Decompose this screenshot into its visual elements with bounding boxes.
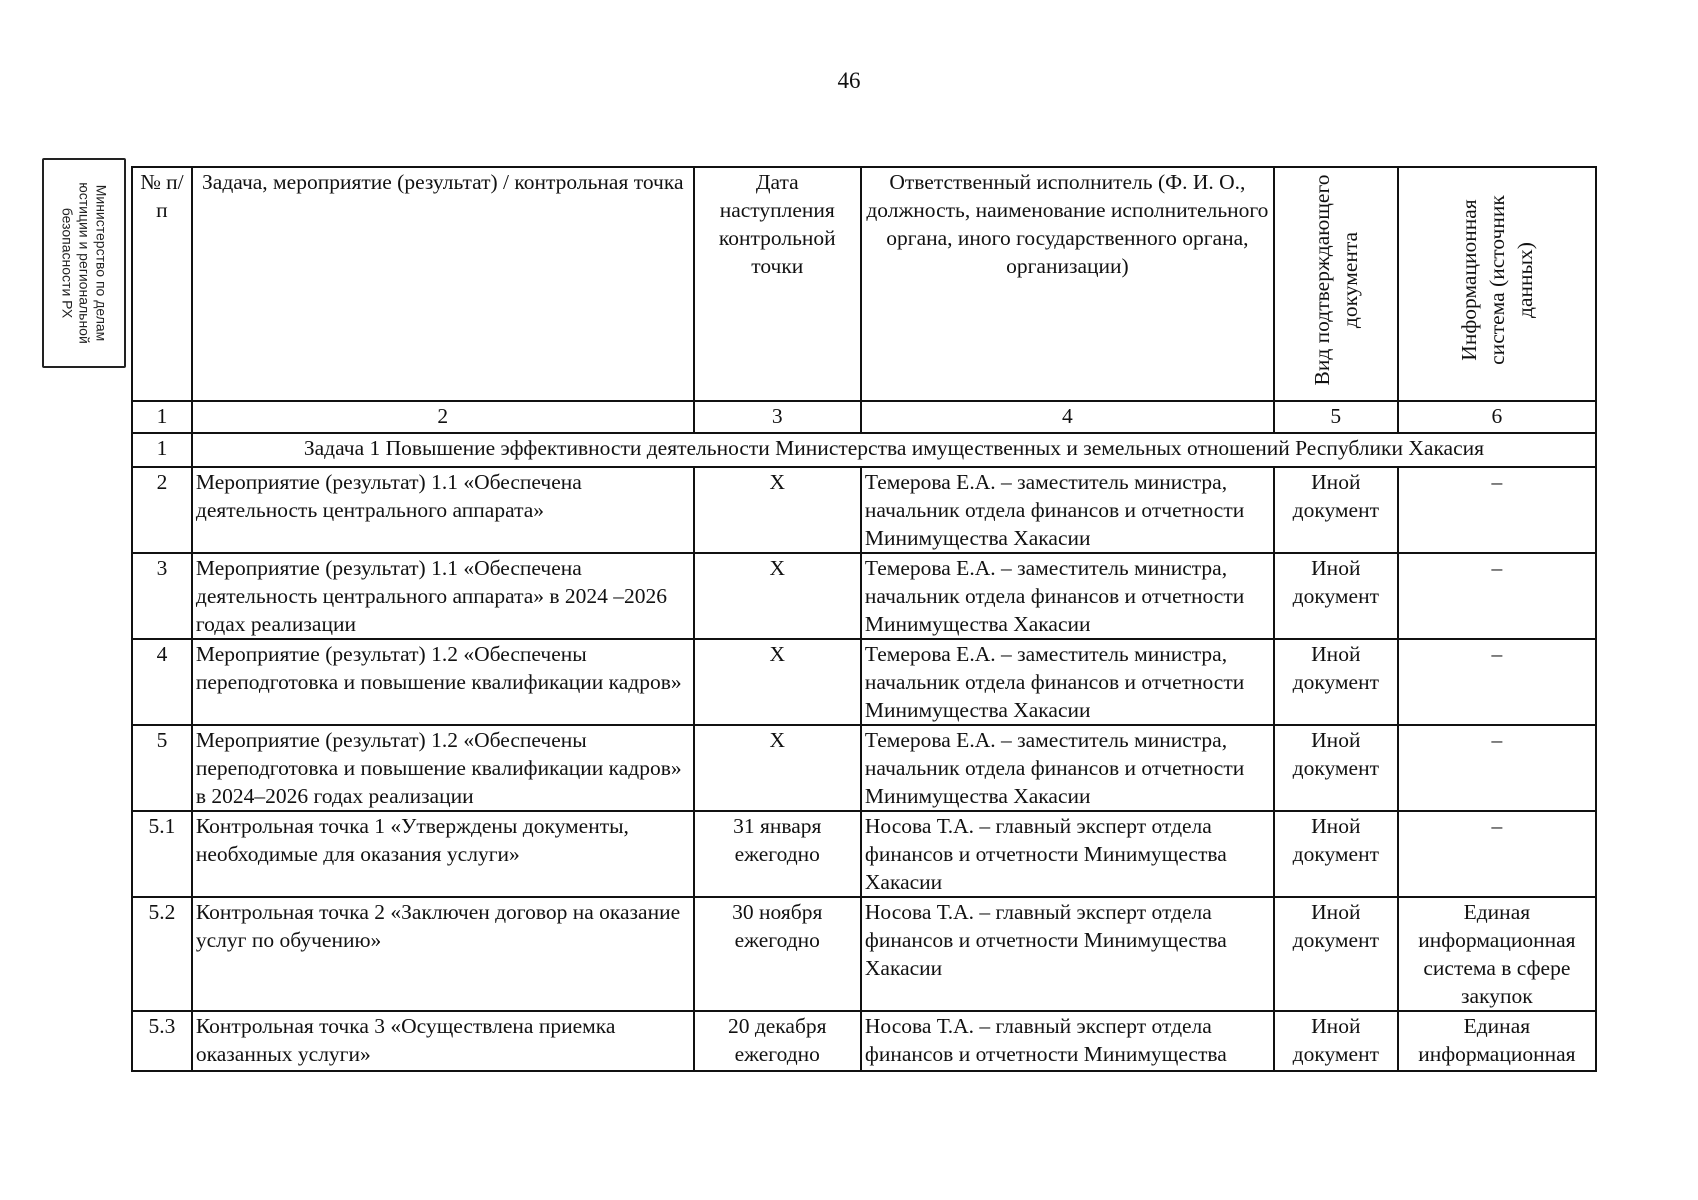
header-task: Задача, мероприятие (результат) / контрольная точка	[192, 167, 694, 401]
row-responsible: Темерова Е.А. – заместитель министра, начальник отдела финансов и отчетности Минимущества Хакасии	[861, 467, 1274, 553]
registration-stamp	[42, 158, 126, 368]
row-doc-type: Иной документ	[1274, 639, 1398, 725]
row-date: 31 января ежегодно	[694, 811, 861, 897]
row-task: Мероприятие (результат) 1.2 «Обеспечены переподготовка и повышение квалификации кадров»	[192, 639, 694, 725]
column-number: 6	[1398, 401, 1596, 433]
table-row	[132, 467, 1596, 553]
column-number: 2	[192, 401, 694, 433]
task-row	[132, 433, 1596, 467]
row-responsible: Носова Т.А. – главный эксперт отдела финансов и отчетности Минимущества Хакасии	[861, 897, 1274, 1011]
row-num: 4	[132, 639, 192, 725]
column-number: 5	[1274, 401, 1398, 433]
row-responsible: Темерова Е.А. – заместитель министра, начальник отдела финансов и отчетности Минимущества Хакасии	[861, 725, 1274, 811]
table-row	[132, 725, 1596, 811]
row-info-system: –	[1398, 467, 1596, 553]
row-responsible: Носова Т.А. – главный эксперт отдела финансов и отчетности Минимущества Хакасии	[861, 811, 1274, 897]
row-responsible: Носова Т.А. – главный эксперт отдела финансов и отчетности Минимущества	[861, 1011, 1274, 1071]
table-header-row	[132, 167, 1596, 401]
row-num: 5.2	[132, 897, 192, 1011]
row-info-system: –	[1398, 811, 1596, 897]
table-row	[132, 553, 1596, 639]
header-info-system-cell	[1398, 167, 1596, 401]
control-points-table	[131, 166, 1597, 1072]
row-info-system: –	[1398, 725, 1596, 811]
row-doc-type: Иной документ	[1274, 897, 1398, 1011]
row-task: Мероприятие (результат) 1.1 «Обеспечена деятельность центрального аппарата» в 2024 –2026 годах реализации	[192, 553, 694, 639]
row-date: 30 ноября ежегодно	[694, 897, 861, 1011]
table-row	[132, 811, 1596, 897]
header-date: Дата наступления контрольной точки	[694, 167, 861, 401]
row-responsible: Темерова Е.А. – заместитель министра, начальник отдела финансов и отчетности Минимущества Хакасии	[861, 639, 1274, 725]
column-number: 1	[132, 401, 192, 433]
table-row	[132, 1011, 1596, 1071]
task-num: 1	[132, 433, 192, 467]
header-doc-type-cell	[1274, 167, 1398, 401]
task-title: Задача 1 Повышение эффективности деятельности Министерства имущественных и земельных отношений Республики Хакасия	[192, 433, 1596, 467]
row-date: 20 декабря ежегодно	[694, 1011, 861, 1071]
row-num: 5.3	[132, 1011, 192, 1071]
header-num: № п/п	[132, 167, 192, 401]
row-date: Х	[694, 725, 861, 811]
row-task: Контрольная точка 2 «Заключен договор на оказание услуг по обучению»	[192, 897, 694, 1011]
row-task: Мероприятие (результат) 1.2 «Обеспечены переподготовка и повышение квалификации кадров» в 2024–2026 годах реализации	[192, 725, 694, 811]
header-info-system: Информационная система (источник данных)	[1456, 195, 1537, 365]
column-number: 4	[861, 401, 1274, 433]
header-doc-type: Вид подтверждающего документа	[1309, 174, 1362, 386]
table-row	[132, 897, 1596, 1011]
row-doc-type: Иной документ	[1274, 553, 1398, 639]
table-row	[132, 639, 1596, 725]
row-doc-type: Иной документ	[1274, 725, 1398, 811]
row-info-system: Единая информационная	[1398, 1011, 1596, 1071]
row-doc-type: Иной документ	[1274, 467, 1398, 553]
stamp-text	[59, 165, 110, 361]
row-date: Х	[694, 467, 861, 553]
row-date: Х	[694, 553, 861, 639]
row-num: 5.1	[132, 811, 192, 897]
row-info-system: Единая информационная система в сфере закупок	[1398, 897, 1596, 1011]
row-num: 2	[132, 467, 192, 553]
row-task: Контрольная точка 1 «Утверждены документы, необходимые для оказания услуги»	[192, 811, 694, 897]
row-task: Контрольная точка 3 «Осуществлена приемка оказанных услуги»	[192, 1011, 694, 1071]
row-info-system: –	[1398, 639, 1596, 725]
page-number: 46	[837, 68, 861, 93]
row-doc-type: Иной документ	[1274, 811, 1398, 897]
column-numbers-row	[132, 401, 1596, 433]
row-responsible: Темерова Е.А. – заместитель министра, начальник отдела финансов и отчетности Минимущества Хакасии	[861, 553, 1274, 639]
stamp-line: юстиции и региональной	[76, 182, 93, 344]
row-doc-type: Иной документ	[1274, 1011, 1398, 1071]
row-task: Мероприятие (результат) 1.1 «Обеспечена деятельность центрального аппарата»	[192, 467, 694, 553]
row-num: 5	[132, 725, 192, 811]
stamp-line: Министерство по делам	[93, 184, 110, 342]
header-responsible: Ответственный исполнитель (Ф. И. О., должность, наименование исполнительного органа, иного государственного органа, организации)	[861, 167, 1274, 401]
row-date: Х	[694, 639, 861, 725]
row-num: 3	[132, 553, 192, 639]
column-number: 3	[694, 401, 861, 433]
stamp-line: безопасности РХ	[59, 207, 76, 319]
row-info-system: –	[1398, 553, 1596, 639]
